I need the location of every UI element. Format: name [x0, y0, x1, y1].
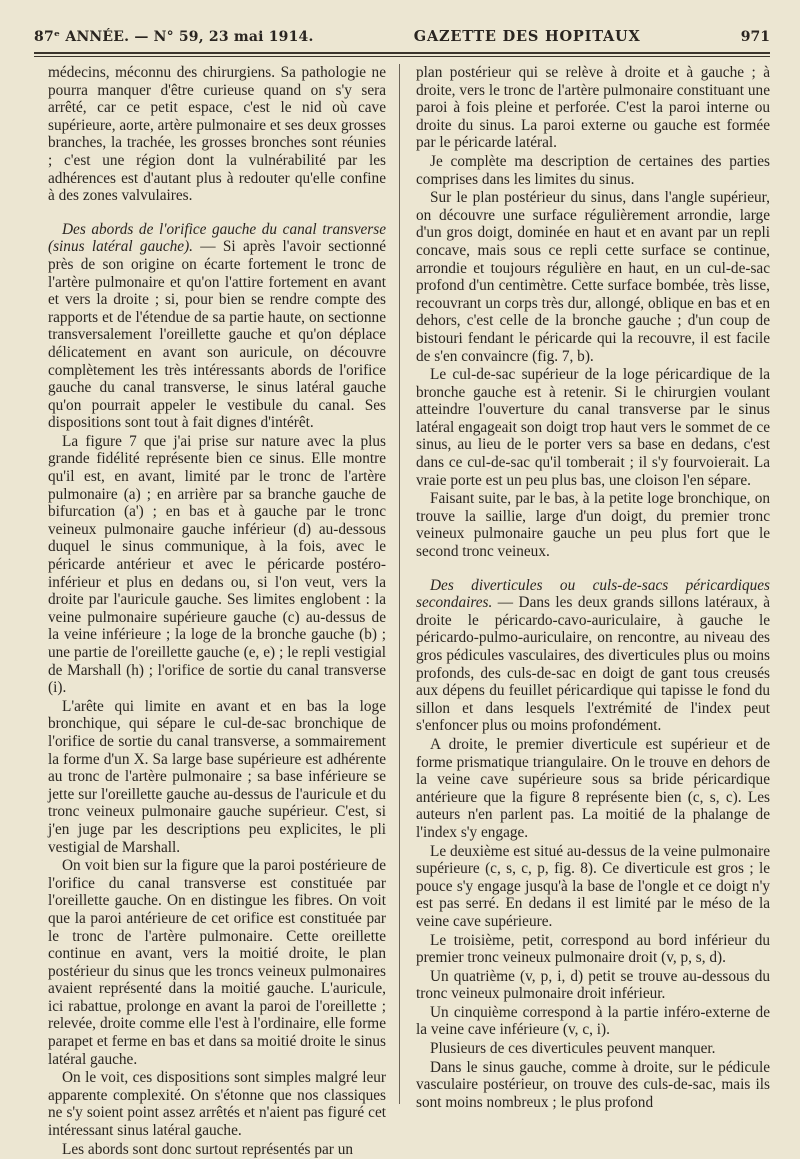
section-heading: Des diverticules ou culs-de-sacs péricardiques secondaires.: [416, 576, 770, 612]
paragraph: Le cul-de-sac supérieur de la loge péricardique de la bronche gauche est à retenir. Si le chirurgien voulant atteindre l'ouverture du canal transverse par le sinus latéral engageait son doigt trop haut vers le sommet de ce sinus, au lieu de le porter vers sa base en dedans, c'est dans ce cul-de-sac qu'il tomberait ; il s'y fourvoierait. La vraie porte est un peu plus bas, une cloison l'en sépare.: [416, 366, 770, 489]
paragraph: Le deuxième est situé au-dessus de la veine pulmonaire supérieure (c, s, c, p, fig. 8). Ce diverticule est gros ; le pouce s'y engage jusqu'à la base de l'ongle et ce doigt n'y est pas serré. En dedans il est limité par le méso de la veine cave supérieure.: [416, 842, 770, 930]
section-paragraph: [416, 577, 770, 735]
paragraph: Le troisième, petit, correspond au bord inférieur du premier tronc veineux pulmonaire droit (v, p, s, d).: [416, 931, 770, 967]
left-column: [48, 64, 386, 1159]
paragraph: A droite, le premier diverticule est supérieur et de forme prismatique triangulaire. On le trouve en dehors de la veine cave supérieure sous sa bride péricardique antérieure que la figure 8 représente bien (c, s, c). Les auteurs n'en parlent pas. La moitié de la phalange de l'index s'y engage.: [416, 735, 770, 841]
page-number: 971: [740, 29, 770, 45]
paragraph: On le voit, ces dispositions sont simples malgré leur apparente complexité. On s'étonne que nos classiques ne s'y soient point assez arrêtés et n'aient pas figuré cet intéressant sinus latéral gauche.: [48, 1069, 386, 1140]
paragraph: Les abords sont donc surtout représentés par un: [62, 1140, 353, 1158]
paragraph: Un quatrième (v, p, i, d) petit se trouve au-dessous du tronc veineux pulmonaire droit inférieur.: [416, 967, 770, 1003]
paragraph: L'arête qui limite en avant et en bas la loge bronchique, qui sépare le cul-de-sac bronchique de l'orifice de sortie du canal transverse, a sommairement la forme d'un X. Sa large base supérieure est adhérente au tronc de l'artère pulmonaire ; sa base inférieure se jette sur l'oreillette gauche au-dessus de l'auricule et du tronc veineux pulmonaire gauche supérieur. C'est, si j'en juge par les descriptions peu explicites, le pli vestigial de Marshall.: [48, 697, 386, 856]
paragraph: Faisant suite, par le bas, à la petite loge bronchique, on trouve la saillie, large d'un doigt, du premier tronc veineux pulmonaire gauche un peu plus fort que le second tronc veineux.: [416, 490, 770, 561]
column-divider: [399, 64, 400, 1104]
section-heading: Des abords de l'orifice gauche du canal transverse (sinus latéral gauche).: [48, 220, 386, 256]
section-paragraph: [48, 221, 386, 432]
paragraph: Plusieurs de ces diverticules peuvent manquer.: [430, 1040, 716, 1058]
paragraph-text: — Si après l'avoir sectionné près de son origine on écarte fortement le tronc de l'artère pulmonaire et qu'on l'attire fortement en avant et vers la droite ; si, pour bien se rendre compte des rapports et de l'étendue de sa partie haute, on sectionne transversalement l'oreillette gauche et qu'on déplace délicatement en avant son auricule, on découvre complètement les très intéressants abords de l'orifice gauche du canal transverse, le sinus latéral gauche qu'on pourrait appeler le vestibule du canal. Ses dispositions sont tout à fait dignes d'intérêt.: [48, 238, 387, 432]
paragraph: Je complète ma description de certaines des parties comprises dans les limites du sinus.: [416, 152, 770, 188]
paragraph: On voit bien sur la figure que la paroi postérieure de l'orifice du canal transverse est constituée par l'oreillette gauche. On en distingue les fibres. On voit que la paroi antérieure de cet orifice est constituée par le tronc de l'artère pulmonaire. Cette oreillette continue en avant, vers la moitié droite, le plan postérieur du sinus que les troncs veineux pulmonaires avaient représenté dans la moitié gauche. L'auricule, ici rabattue, prolonge en avant la paroi de l'oreillette ; relevée, droite comme elle l'est à l'ordinaire, elle forme parapet et ferme en bas et dans sa moitié droite le sinus latéral gauche.: [48, 857, 386, 1068]
paragraph: La figure 7 que j'ai prise sur nature avec la plus grande fidélité représente bien ce sinus. Elle montre qu'il est, en avant, limité par le tronc de l'artère pulmonaire (a) ; en arrière par sa branche gauche de bifurcation (a') ; en bas et à gauche par le tronc veineux pulmonaire gauche inférieur (d) au-dessous duquel le sinus communique, à la fois, avec le péricarde antérieur et avec le péricarde postéro-inférieur et plus en dedans ou, si l'on veut, vers la droite par l'auricule gauche. Ses limites englobent : la veine pulmonaire supérieure gauche (c) au-dessus de la veine inférieure ; la loge de la bronche gauche (b) ; une partie de l'oreillette gauche (e, e) ; le repli vestigial de Marshall (h) ; l'orifice de sortie du canal transverse (i).: [48, 432, 386, 697]
paragraph: Un cinquième correspond à la partie inféro-externe de la veine cave inférieure (v, c, i).: [416, 1003, 770, 1039]
header-rule-thin: [34, 56, 770, 57]
paragraph-text: — Dans les deux grands sillons latéraux, à droite le péricardo-cavo-auriculaire, à gauche le péricardo-pulmo-auriculaire, on rencontre, au niveau des gros pédicules vasculaires, des diverticules plus ou moins profonds, des culs-de-sac en doigt de gant tous creusés aux dépens du feuillet péricardique qui tapisse le fond du sillon et dans lesquels l'extrémité de l'index peut s'enfoncer plus ou moins profondément.: [416, 594, 770, 735]
right-column: [416, 64, 770, 1112]
journal-title: GAZETTE DES HOPITAUX: [413, 28, 641, 45]
issue-line: 87ᵉ ANNÉE. — N° 59, 23 mai 1914.: [34, 29, 314, 45]
paragraph: médecins, méconnu des chirurgiens. Sa pathologie ne pourra manquer d'être curieuse quand on s'y sera arrêté, car ce petit espace, c'est le nid où cave supérieure, aorte, artère pulmonaire et ses deux grosses branches, la trachée, les grosses bronches sont réunies ; c'est une région dont la vulnérabilité par les adhérences est d'autant plus à redouter qu'elle confine à des zones valvulaires.: [48, 64, 386, 205]
page-header: [34, 28, 770, 52]
header-rule-thick: [34, 52, 770, 54]
paragraph: plan postérieur qui se relève à droite et à gauche ; à droite, vers le tronc de l'artère pulmonaire constituant une paroi à fois pleine et perforée. C'est la paroi interne ou droite du sinus. La paroi externe ou gauche est formée par le péricarde latéral.: [416, 64, 770, 152]
paragraph: Dans le sinus gauche, comme à droite, sur le pédicule vasculaire postérieur, on trouve des culs-de-sac, mais ils sont moins nombreux ; le plus profond: [416, 1058, 770, 1111]
paragraph: Sur le plan postérieur du sinus, dans l'angle supérieur, on découvre une surface régulièrement arrondie, large d'un gros doigt, dominée en haut et en avant par un repli concave, mais sous ce repli cette surface se continue, arrondie et toujours régulière en haut, en un cul-de-sac profond d'un centimètre. Cette surface bombée, très lisse, recouvrant un corps très dur, allongé, oblique en bas et en dehors, c'est celle de la bronche gauche ; d'un coup de bistouri fendant le péricarde qui la recouvre, il est facile de s'en convaincre (fig. 7, b).: [416, 189, 770, 365]
